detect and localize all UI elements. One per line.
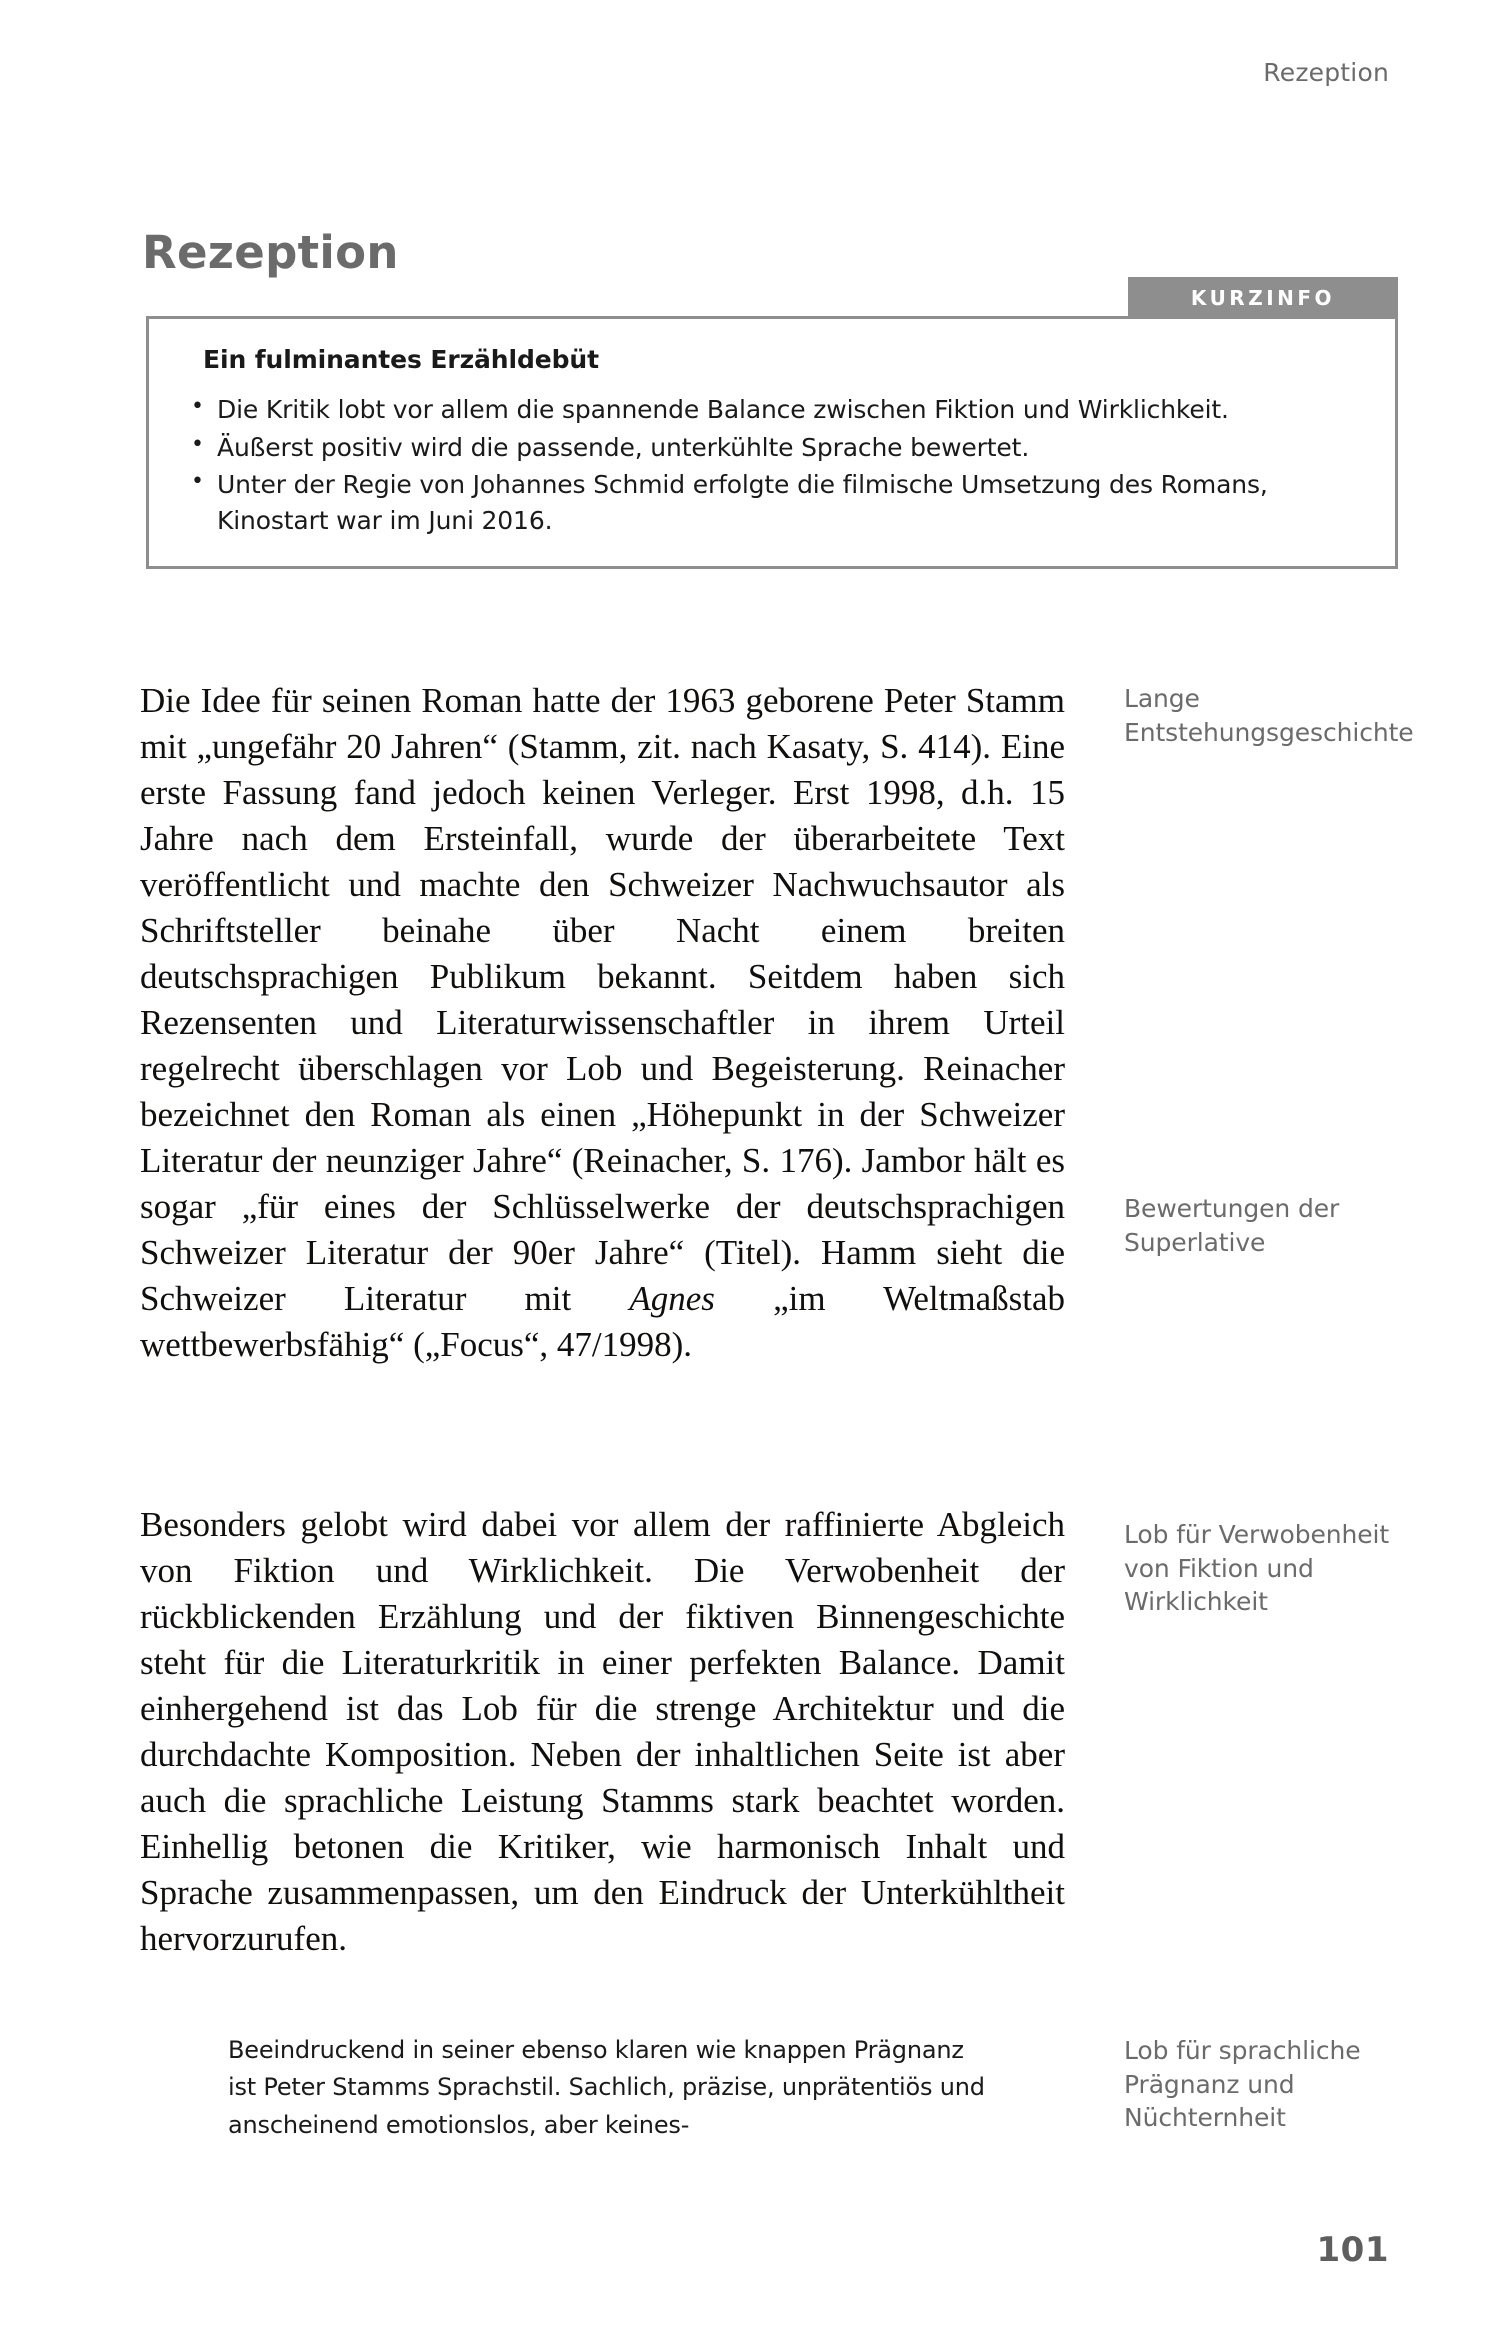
- page-title: Rezeption: [142, 226, 399, 280]
- margin-note-1: Lange Entstehungsgeschichte: [1124, 684, 1414, 747]
- block-quote: Beeindruckend in seiner ebenso klaren wie knappen Prägnanz ist Peter Stamms Sprachstil. Sachlich, präzise, unprätentiös und anscheinend emotionslos, aber keines-: [228, 2036, 985, 2139]
- body-paragraph-1-wrapper: [140, 678, 1065, 1368]
- list-item: • Äußerst positiv wird die passende, unterkühlte Sprache bewertet.: [181, 430, 1361, 466]
- kurzinfo-tab-label: KURZINFO: [1128, 277, 1398, 318]
- kurzinfo-heading: Ein fulminantes Erzähldebüt: [203, 345, 599, 374]
- page-number: 101: [1316, 2230, 1389, 2270]
- margin-note-3: Lob für Verwobenheit von Fiktion und Wirklichkeit: [1124, 1520, 1390, 1616]
- body-paragraph-2-wrapper: [140, 1502, 1065, 1962]
- running-header: Rezeption: [1263, 58, 1389, 87]
- margin-note-2: Bewertungen der Superlative: [1124, 1194, 1340, 1257]
- paragraph-1-text-b: „im Weltmaßstab wettbewerbsfähig“ („Focus“, 47/1998).: [140, 1279, 1065, 1365]
- body-paragraph-1: [140, 678, 1065, 1368]
- margin-note-4: Lob für sprachliche Prägnanz und Nüchternheit: [1124, 2036, 1361, 2132]
- body-paragraph-2: Besonders gelobt wird dabei vor allem der raffinierte Abgleich von Fiktion und Wirklichkeit. Die Verwobenheit der rückblickenden Erzählung und der fiktiven Binnengeschichte steht für die Literaturkritik in einer perfekten Balance. Damit einhergehend ist das Lob für die strenge Architektur und die durchdachte Komposition. Neben der inhaltlichen Seite ist aber auch die sprachliche Leistung Stamms stark beachtet worden. Einhellig betonen die Kritiker, wie harmonisch Inhalt und Sprache zusammenpassen, um den Eindruck der Unterkühltheit hervorzurufen.: [140, 1505, 1065, 1959]
- work-title-agnes: Agnes: [629, 1279, 715, 1319]
- list-item: • Die Kritik lobt vor allem die spannende Balance zwischen Fiktion und Wirklichkeit.: [181, 392, 1361, 428]
- kurzinfo-box: [146, 316, 1398, 569]
- paragraph-1-text-a: Die Idee für seinen Roman hatte der 1963 geborene Peter Stamm mit „ungefähr 20 Jahren“ (Stamm, zit. nach Kasaty, S. 414). Eine erste Fassung fand jedoch keinen Verleger. Erst 1998, d.h. 15 Jahre nach dem Ersteinfall, wurde der überarbeitete Text veröffentlicht und machte den Schweizer Nachwuchsautor als Schriftsteller beinahe über Nacht einem breiten deutschsprachigen Publikum bekannt. Seitdem haben sich Rezensenten und Literaturwissenschaftler in ihrem Urteil regelrecht überschlagen vor Lob und Begeisterung. Reinacher bezeichnet den Roman als einen „Höhepunkt in der Schweizer Literatur der neunziger Jahre“ (Reinacher, S. 176). Jambor hält es sogar „für eines der Schlüsselwerke der deutschsprachigen Schweizer Literatur der 90er Jahre“ (Titel). Hamm sieht die Schweizer Literatur mit: [140, 681, 1065, 1319]
- list-item: • Unter der Regie von Johannes Schmid erfolgte die filmische Umsetzung des Romans, Kinostart war im Juni 2016.: [181, 467, 1361, 538]
- kurzinfo-bullet-list: [181, 392, 1361, 538]
